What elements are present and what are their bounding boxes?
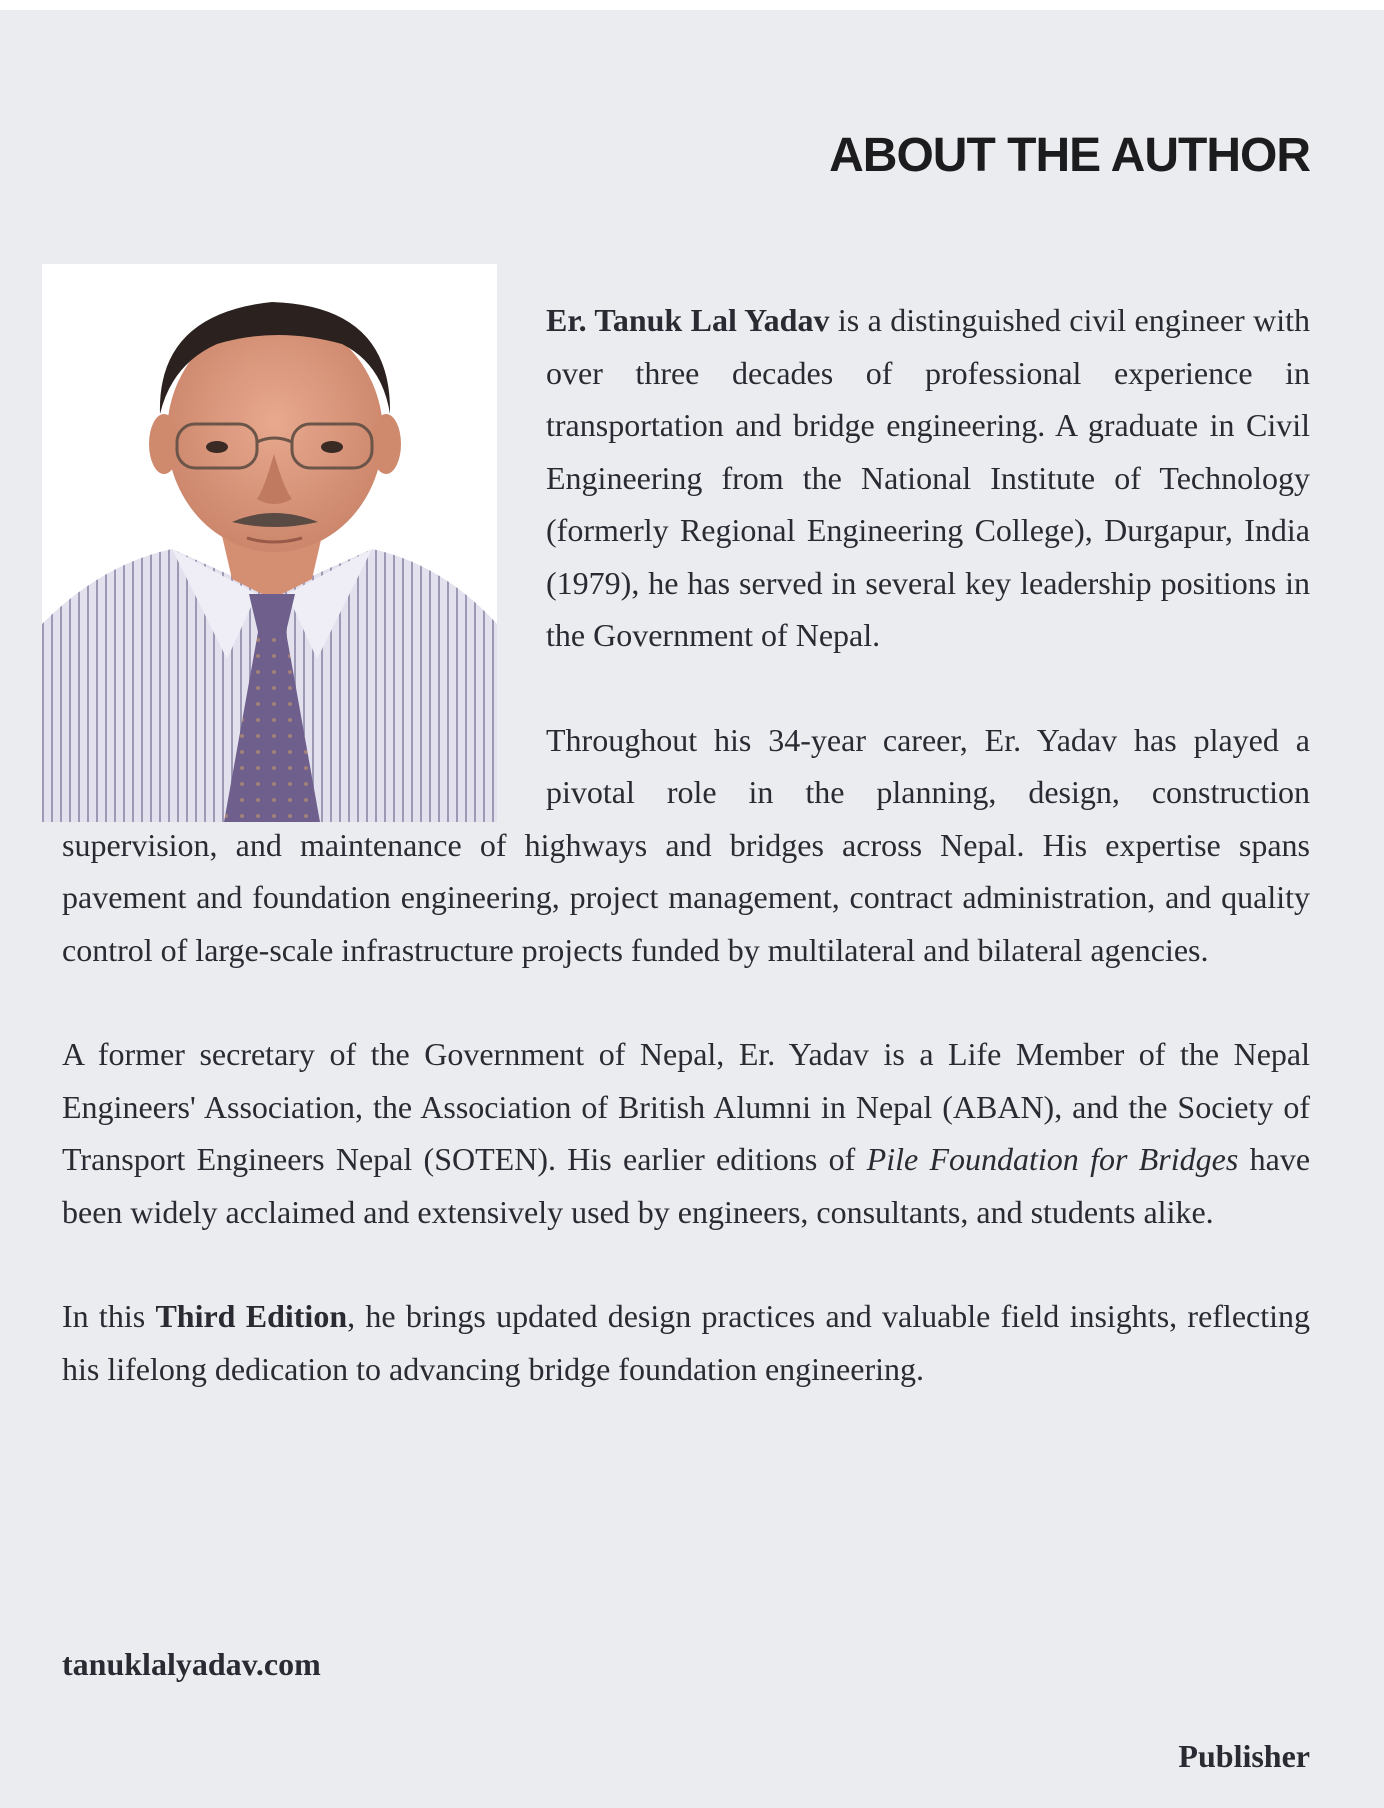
author-website: tanuklalyadav.com — [62, 1646, 321, 1682]
book-title: Pile Foundation for Bridges — [866, 1141, 1239, 1177]
author-bio — [62, 294, 1310, 1447]
bio-text: have been widely acclaimed and extensively used by engineers, consultants, and students alike. — [62, 1141, 1311, 1230]
page-title: ABOUT THE AUTHOR — [829, 129, 1310, 182]
edition-label: Third Edition — [155, 1298, 348, 1334]
photo-spacer — [62, 264, 546, 784]
author-name: Er. Tanuk Lal Yadav — [546, 302, 830, 338]
bio-paragraph-3 — [62, 1028, 1310, 1238]
bio-text: A former secretary of the Government of Nepal, Er. Yadav is a Life Member of the Nepal Engineers' Association, the Association of British Alumni in Nepal (ABAN), and the Society of Transport Engineers Nepal (SOTEN). His earlier editions of — [62, 1036, 1310, 1177]
bio-text: Throughout his 34-year career, Er. Yadav has played a pivotal role in the planning, design, construction supervision, and maintenance of highways and bridges across Nepal. His expertise spans pavement and foundation engineering, project management, contract administration, and quality control of large-scale infrastructure projects funded by multilateral and bilateral agencies. — [62, 721, 1310, 968]
book-page — [0, 10, 1384, 1808]
bio-text: , he brings updated design practices and valuable field insights, reflecting his lifelong dedication to advancing bridge foundation engineering. — [62, 1298, 1311, 1387]
publisher-label: Publisher — [1178, 1738, 1310, 1774]
bio-text: is a distinguished civil engineer with over three decades of professional experience in transportation and bridge engineering. A graduate in Civil Engineering from the National Institute of Technology (formerly Regional Engineering College), Durgapur, India (1979), he has served in several key leadership positions in the Government of Nepal. — [546, 302, 1311, 653]
bio-paragraph-4 — [62, 1290, 1310, 1395]
bio-text: In this — [62, 1298, 156, 1334]
